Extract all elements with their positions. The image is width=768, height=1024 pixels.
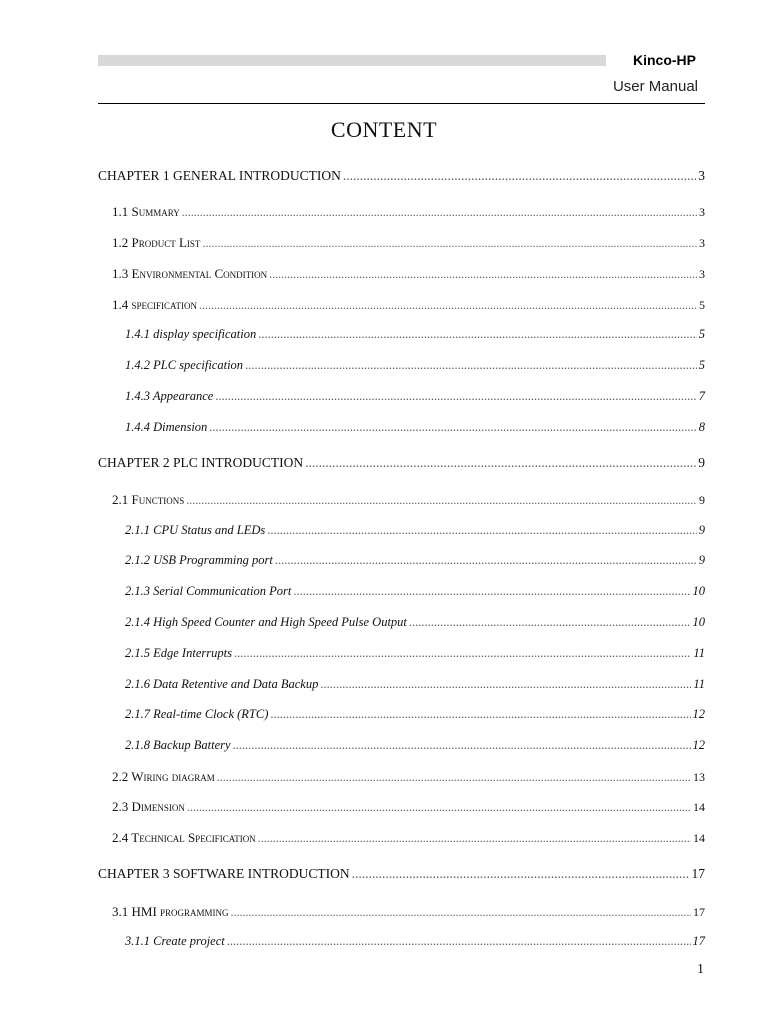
toc-entry-label: 2.1.5 Edge Interrupts xyxy=(125,646,232,660)
toc-dot-leader xyxy=(275,553,697,568)
toc-entry-label: 2.1.4 High Speed Counter and High Speed Pulse Output xyxy=(125,615,407,629)
toc-entry-page: 7 xyxy=(698,389,705,403)
toc-entry-page: 13 xyxy=(693,770,705,784)
toc-dot-leader xyxy=(305,455,696,471)
toc-entry-page: 5 xyxy=(698,358,705,372)
toc-dot-leader xyxy=(258,831,691,846)
toc-subsection-entry xyxy=(125,615,705,630)
toc-entry-page: 17 xyxy=(693,905,705,919)
toc-entry-page: 8 xyxy=(698,420,705,434)
toc-dot-leader xyxy=(234,646,691,661)
toc-dot-leader xyxy=(187,800,691,815)
toc-section-entry xyxy=(112,769,705,785)
toc-dot-leader xyxy=(233,738,691,753)
toc-section-entry xyxy=(112,830,705,846)
toc-subsection-entry xyxy=(125,327,705,342)
toc-entry-label: 1.4 specification xyxy=(112,297,198,312)
toc-entry-label: 2.1.8 Backup Battery xyxy=(125,738,231,752)
toc-entry-page: 11 xyxy=(693,646,705,660)
toc-entry-label: 1.4.1 display specification xyxy=(125,327,257,341)
toc-dot-leader xyxy=(269,267,697,282)
toc-entry-label: 1.1 Summary xyxy=(112,204,180,219)
toc-entry-label: 2.3 Dimension xyxy=(112,799,185,814)
toc-subsection-entry xyxy=(125,358,705,373)
toc-entry-page: 9 xyxy=(698,455,705,470)
toc-subsection-entry xyxy=(125,707,705,722)
toc-entry-label: 1.4.4 Dimension xyxy=(125,420,208,434)
toc-entry-label: 2.1.7 Real-time Clock (RTC) xyxy=(125,707,269,721)
toc-entry-page: 5 xyxy=(698,327,705,341)
toc-dot-leader xyxy=(209,420,696,435)
toc-entry-label: 2.4 Technical Specification xyxy=(112,830,256,845)
toc-dot-leader xyxy=(245,358,697,373)
toc-entry-label: CHAPTER 1 GENERAL INTRODUCTION xyxy=(98,168,341,183)
toc-section-entry xyxy=(112,492,705,508)
toc-dot-leader xyxy=(409,615,691,630)
toc-entry-page: 12 xyxy=(692,707,705,721)
toc-dot-leader xyxy=(320,677,691,692)
toc-subsection-entry xyxy=(125,553,705,568)
toc-subsection-entry xyxy=(125,584,705,599)
toc-subsection-entry xyxy=(125,523,705,538)
toc-dot-leader xyxy=(270,707,690,722)
toc-dot-leader xyxy=(217,770,691,785)
toc-entry-page: 14 xyxy=(693,800,705,814)
toc-entry-page: 10 xyxy=(692,615,705,629)
toc-dot-leader xyxy=(182,205,697,220)
toc-subsection-entry xyxy=(125,389,705,404)
toc-entry-label: 2.2 Wiring diagram xyxy=(112,769,215,784)
toc-dot-leader xyxy=(352,866,690,882)
toc-chapter-entry xyxy=(98,455,705,471)
toc-section-entry xyxy=(112,235,705,251)
toc-entry-page: 3 xyxy=(699,205,705,219)
toc-entry-label: 2.1.3 Serial Communication Port xyxy=(125,584,292,598)
toc-entry-page: 9 xyxy=(698,523,705,537)
toc-section-entry xyxy=(112,266,705,282)
toc-entry-page: 3 xyxy=(699,236,705,250)
toc-chapter-entry xyxy=(98,168,705,184)
toc-entry-page: 17 xyxy=(691,866,705,881)
toc-section-entry xyxy=(112,904,705,920)
toc-section-entry xyxy=(112,204,705,220)
toc-entry-page: 17 xyxy=(692,934,705,948)
toc-section-entry xyxy=(112,297,705,313)
toc-subsection-entry xyxy=(125,420,705,435)
toc-chapter-entry xyxy=(98,866,705,882)
toc-dot-leader xyxy=(293,584,690,599)
toc-entry-label: 3.1.1 Create project xyxy=(125,934,225,948)
toc-subsection-entry xyxy=(125,934,705,949)
toc-entry-page: 12 xyxy=(692,738,705,752)
toc-dot-leader xyxy=(343,168,696,184)
toc-entry-label: 2.1.6 Data Retentive and Data Backup xyxy=(125,677,319,691)
toc-dot-leader xyxy=(231,905,691,920)
toc-dot-leader xyxy=(227,934,691,949)
toc-entry-label: CHAPTER 2 PLC INTRODUCTION xyxy=(98,455,304,470)
toc-entry-label: 1.4.3 Appearance xyxy=(125,389,214,403)
toc-entry-label: 1.4.2 PLC specification xyxy=(125,358,244,372)
toc-subsection-entry xyxy=(125,738,705,753)
toc-dot-leader xyxy=(258,327,697,342)
toc-entry-label: CHAPTER 3 SOFTWARE INTRODUCTION xyxy=(98,866,350,881)
toc-entry-page: 9 xyxy=(698,553,705,567)
toc-entry-label: 1.2 Product List xyxy=(112,235,201,250)
toc-entry-label: 1.3 Environmental Condition xyxy=(112,266,268,281)
toc-entry-page: 9 xyxy=(699,493,705,507)
toc-entry-page: 14 xyxy=(693,831,705,845)
toc-entry-label: 2.1 Functions xyxy=(112,492,185,507)
toc-subsection-entry xyxy=(125,677,705,692)
toc-subsection-entry xyxy=(125,646,705,661)
toc-entry-label: 2.1.1 CPU Status and LEDs xyxy=(125,523,266,537)
toc-dot-leader xyxy=(267,523,696,538)
toc-entry-label: 2.1.2 USB Programming port xyxy=(125,553,273,567)
toc-dot-leader xyxy=(199,298,697,313)
document-subtitle: User Manual xyxy=(612,78,698,95)
toc-entry-page: 5 xyxy=(699,298,705,312)
toc-dot-leader xyxy=(202,236,697,251)
toc-entry-label: 3.1 HMI programming xyxy=(112,904,229,919)
toc-dot-leader xyxy=(186,493,697,508)
toc-entry-page: 3 xyxy=(698,168,705,183)
page-title: CONTENT xyxy=(330,117,438,142)
toc-section-entry xyxy=(112,799,705,815)
brand-name: Kinco-HP xyxy=(633,52,696,68)
toc-entry-page: 11 xyxy=(693,677,705,691)
page-number: 1 xyxy=(697,962,704,977)
toc-dot-leader xyxy=(215,389,696,404)
toc-entry-page: 10 xyxy=(692,584,705,598)
toc-entry-page: 3 xyxy=(699,267,705,281)
